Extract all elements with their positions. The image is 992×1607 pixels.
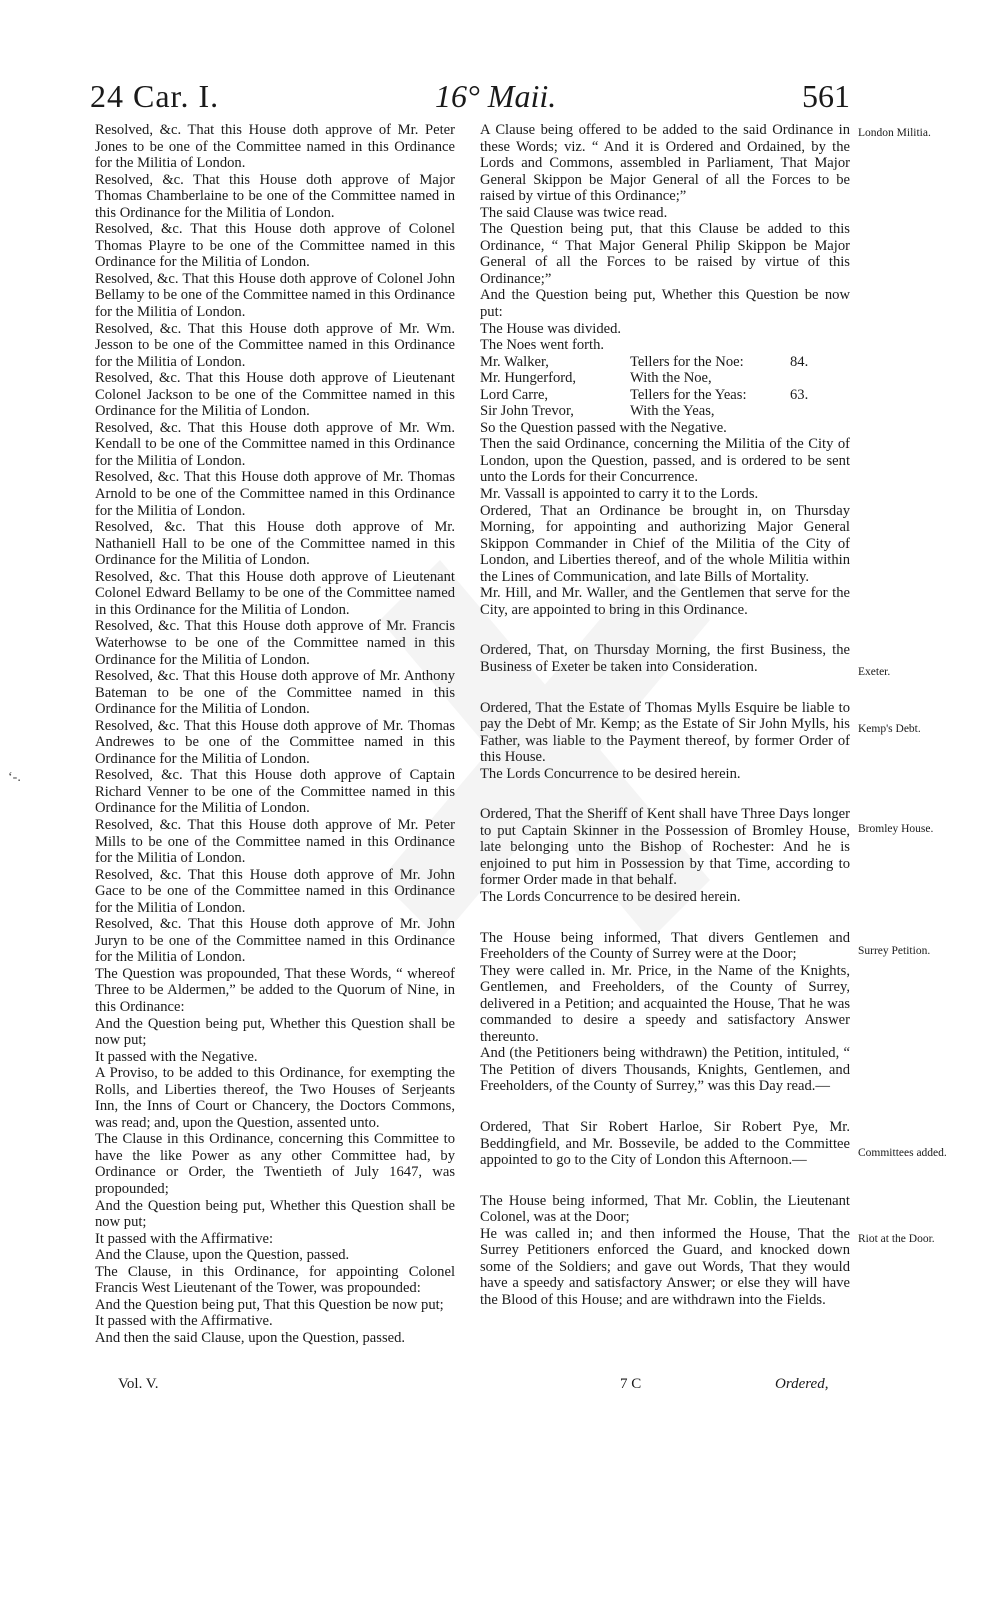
paragraph: Resolved, &c. That this House doth approve of Lieutenant Colonel Edward Bellamy to be one of the Committee named in this Ordinance for the Militia of London. [95, 568, 455, 618]
paragraph: Resolved, &c. That this House doth approve of Mr. John Gace to be one of the Committee named in this Ordinance for the Militia of London. [95, 866, 455, 916]
paragraph: Ordered, That an Ordinance be brought in, on Thursday Morning, for appointing and authorizing Major General Skippon Commander in Chief of the Militia of the City of London, and Liberties thereof, and of the whole Militia within the Lines of Communication, and late Bills of Mortality. [480, 502, 850, 585]
header-date: 16° Maii. [435, 78, 557, 114]
section-gap [480, 906, 850, 930]
paragraph: Resolved, &c. That this House doth approve of Mr. Wm. Kendall to be one of the Committee named in this Ordinance for the Militia of London. [95, 419, 455, 469]
margin-note-bromley-house: Bromley House. [858, 823, 934, 835]
regnal-year: 24 Car. I. [90, 78, 220, 114]
scan-artifact: ‘-. [8, 770, 21, 785]
teller-role: Tellers for the Noe: [630, 353, 744, 370]
paragraph: So the Question passed with the Negative. [480, 419, 727, 436]
paragraph: Then the said Ordinance, concerning the Militia of the City of London, upon the Question, passed, and is ordered to be sent unto the Lords for their Concurrence. [480, 436, 850, 486]
catchword: Ordered, [775, 1376, 829, 1392]
paragraph: And the Question being put, Whether this Question shall be now put; [95, 1197, 455, 1231]
page-header [90, 78, 850, 118]
paragraph: Resolved, &c. That this House doth approve of Captain Richard Venner to be one of the Committee named in this Ordinance for the Militia of London. [95, 767, 455, 817]
paragraph: Ordered, That the Estate of Thomas Mylls Esquire be liable to pay the Debt of Mr. Kemp; as the Estate of Sir John Mylls, his Father, was liable to the Payment thereof, by former Order of this House. [480, 699, 850, 766]
signature-mark: 7 C [620, 1376, 642, 1392]
paragraph: A Proviso, to be added to this Ordinance, for exempting the Rolls, and Liberties thereof, the Two Houses of Serjeants Inn, the Inns of Court or Chancery, the Doctors Commons, was read; and, upon the Question, assented unto. [95, 1065, 455, 1131]
paragraph: And the Question being put, Whether this Question be now put: [480, 287, 850, 321]
section-gap [480, 676, 850, 700]
margin-note-riot: Riot at the Door. [858, 1233, 935, 1245]
paragraph: The said Clause was twice read. [480, 204, 668, 221]
left-column [95, 122, 455, 1346]
paragraph: The Lords Concurrence to be desired herein. [480, 765, 741, 782]
paragraph: And (the Petitioners being withdrawn) the Petition, intituled, “ The Petition of divers Thousands, Knights, Gentlemen, and Freeholders, of the County of Surrey,” was this Day read.— [480, 1045, 850, 1095]
section-gap [480, 1169, 850, 1193]
paragraph: Resolved, &c. That this House doth approve of Mr. Peter Mills to be one of the Committee named in this Ordinance for the Militia of London. [95, 816, 455, 867]
paragraph: And the Question being put, That this Question be now put; [95, 1296, 444, 1313]
paragraph: Ordered, That the Sheriff of Kent shall have Three Days longer to put Captain Skinner in the Possession of Bromley House, late belonging unto the Bishop of Rochester: And he is enjoined to put him in Possession by that Time, according to former Order made in that behalf. [480, 806, 850, 889]
paragraph: Resolved, &c. That this House doth approve of Mr. Francis Waterhowse to be one of the Committee named in this Ordinance for the Militia of London. [95, 618, 455, 668]
margin-note-kemps-debt: Kemp's Debt. [858, 723, 921, 735]
paragraph: Ordered, That, on Thursday Morning, the first Business, the Business of Exeter be taken into Consideration. [480, 642, 850, 675]
vote-count: 84. [790, 353, 809, 370]
paragraph: And then the said Clause, upon the Question, passed. [95, 1329, 406, 1346]
teller-row [480, 354, 850, 371]
section-gap [480, 782, 850, 806]
teller-name: Mr. Walker, [480, 353, 549, 370]
paragraph: Mr. Hill, and Mr. Waller, and the Gentlemen that serve for the City, are appointed to bring in this Ordinance. [480, 585, 850, 618]
paragraph: Mr. Vassall is appointed to carry it to the Lords. [480, 486, 759, 503]
paragraph: Resolved, &c. That this House doth approve of Colonel Thomas Playre to be one of the Committee named in this Ordinance for the Militia of London. [95, 221, 455, 271]
paragraph: It passed with the Negative. [95, 1048, 258, 1065]
paragraph: He was called in; and then informed the House, That the Surrey Petitioners enforced the Guard, and knocked down some of the Soldiers; and gave out Words, That they would have a speedy and satisfactory Answer; or else they will have the Blood of this House; and are withdrawn into the Fields. [480, 1225, 850, 1308]
right-column [480, 122, 850, 1308]
teller-role: With the Noe, [630, 370, 712, 387]
vote-count [790, 403, 830, 420]
paragraph: And the Clause, upon the Question, passed. [95, 1247, 350, 1264]
paragraph: Resolved, &c. That this House doth approve of Mr. Thomas Arnold to be one of the Committee named in this Ordinance for the Militia of London. [95, 469, 455, 519]
paragraph: The Lords Concurrence to be desired herein. [480, 888, 741, 905]
paragraph: The House being informed, That Mr. Coblin, the Lieutenant Colonel, was at the Door; [480, 1192, 850, 1226]
paragraph: Resolved, &c. That this House doth approve of Mr. Anthony Bateman to be one of the Committee named in this Ordinance for the Militia of London. [95, 668, 455, 718]
paragraph: Resolved, &c. That this House doth approve of Mr. Thomas Andrewes to be one of the Committee named in this Ordinance for the Militia of London. [95, 717, 455, 767]
paragraph: Resolved, &c. That this House doth approve of Mr. Wm. Jesson to be one of the Committee named in this Ordinance for the Militia of London. [95, 320, 455, 370]
teller-role: With the Yeas, [630, 403, 715, 420]
paragraph: It passed with the Affirmative. [95, 1313, 273, 1330]
paragraph: They were called in. Mr. Price, in the Name of the Knights, Gentlemen, and Freeholders, of the County of Surrey, delivered in a Petition; and acquainted the House, That he was commanded to desire a speedy and satisfactory Answer thereunto. [480, 962, 850, 1045]
paragraph: Resolved, &c. That this House doth approve of Mr. John Juryn to be one of the Committee named in this Ordinance for the Militia of London. [95, 916, 455, 966]
paragraph: The Question was propounded, That these Words, “ whereof Three to be Aldermen,” be added to the Quorum of Nine, in this Ordinance: [95, 965, 455, 1015]
teller-row [480, 370, 850, 387]
teller-name: Mr. Hungerford, [480, 370, 577, 387]
paragraph: The Clause in this Ordinance, concerning this Committee to have the like Power as any other Committee had, by Ordinance or Order, the Twentieth of July 1647, was propounded; [95, 1131, 455, 1197]
volume-label: Vol. V. [118, 1376, 159, 1392]
paragraph: Resolved, &c. That this House doth approve of Mr. Peter Jones to be one of the Committee named in this Ordinance for the Militia of London. [95, 122, 455, 172]
paragraph: Resolved, &c. That this House doth approve of Lieutenant Colonel Jackson to be one of the Committee named in this Ordinance for the Militia of London. [95, 370, 455, 420]
teller-row [480, 403, 850, 420]
paragraph: The Clause, in this Ordinance, for appointing Colonel Francis West Lieutenant of the Tower, was propounded: [95, 1263, 455, 1297]
paragraph: Resolved, &c. That this House doth approve of Major Thomas Chamberlaine to be one of the Committee named in this Ordinance for the Militia of London. [95, 171, 455, 221]
paragraph: Ordered, That Sir Robert Harloe, Sir Robert Pye, Mr. Beddingfield, and Mr. Bossevile, be added to the Committee appointed to go to the City of London this Afternoon.— [480, 1118, 850, 1169]
paragraph: Resolved, &c. That this House doth approve of Mr. Nathaniell Hall to be one of the Committee named in this Ordinance for the Militia of London. [95, 519, 455, 569]
paragraph: The Noes went forth. [480, 337, 605, 354]
margin-note-committees-added: Committees added. [858, 1147, 947, 1159]
paragraph: And the Question being put, Whether this Question shall be now put; [95, 1015, 455, 1049]
teller-name: Lord Carre, [480, 386, 549, 403]
vote-count: 63. [790, 386, 809, 403]
teller-role: Tellers for the Yeas: [630, 386, 747, 403]
vote-count [790, 370, 830, 387]
margin-note-london-militia: London Militia. [858, 127, 931, 139]
teller-row [480, 387, 850, 404]
margin-note-exeter: Exeter. [858, 666, 891, 678]
page-number: 561 [802, 78, 850, 114]
paragraph: It passed with the Affirmative: [95, 1230, 274, 1247]
paragraph: The House being informed, That divers Gentlemen and Freeholders of the County of Surrey were at the Door; [480, 929, 850, 963]
paragraph: The Question being put, that this Clause be added to this Ordinance, “ That Major General Philip Skippon be Major General of all the Forces to be raised by virtue of this Ordinance;” [480, 221, 850, 287]
teller-name: Sir John Trevor, [480, 403, 574, 420]
paragraph: Resolved, &c. That this House doth approve of Colonel John Bellamy to be one of the Committee named in this Ordinance for the Militia of London. [95, 270, 455, 321]
tellers-table [480, 354, 850, 420]
paragraph: A Clause being offered to be added to the said Ordinance in these Words; viz. “ And it is Ordered and Ordained, by the Lords and Commons, assembled in Parliament, That Major General Skippon be Major General of all the Forces to be raised by virtue of this Ordinance;” [480, 122, 850, 205]
section-gap [480, 1095, 850, 1119]
section-gap [480, 618, 850, 642]
margin-note-surrey-petition: Surrey Petition. [858, 945, 931, 957]
paragraph: The House was divided. [480, 320, 622, 337]
